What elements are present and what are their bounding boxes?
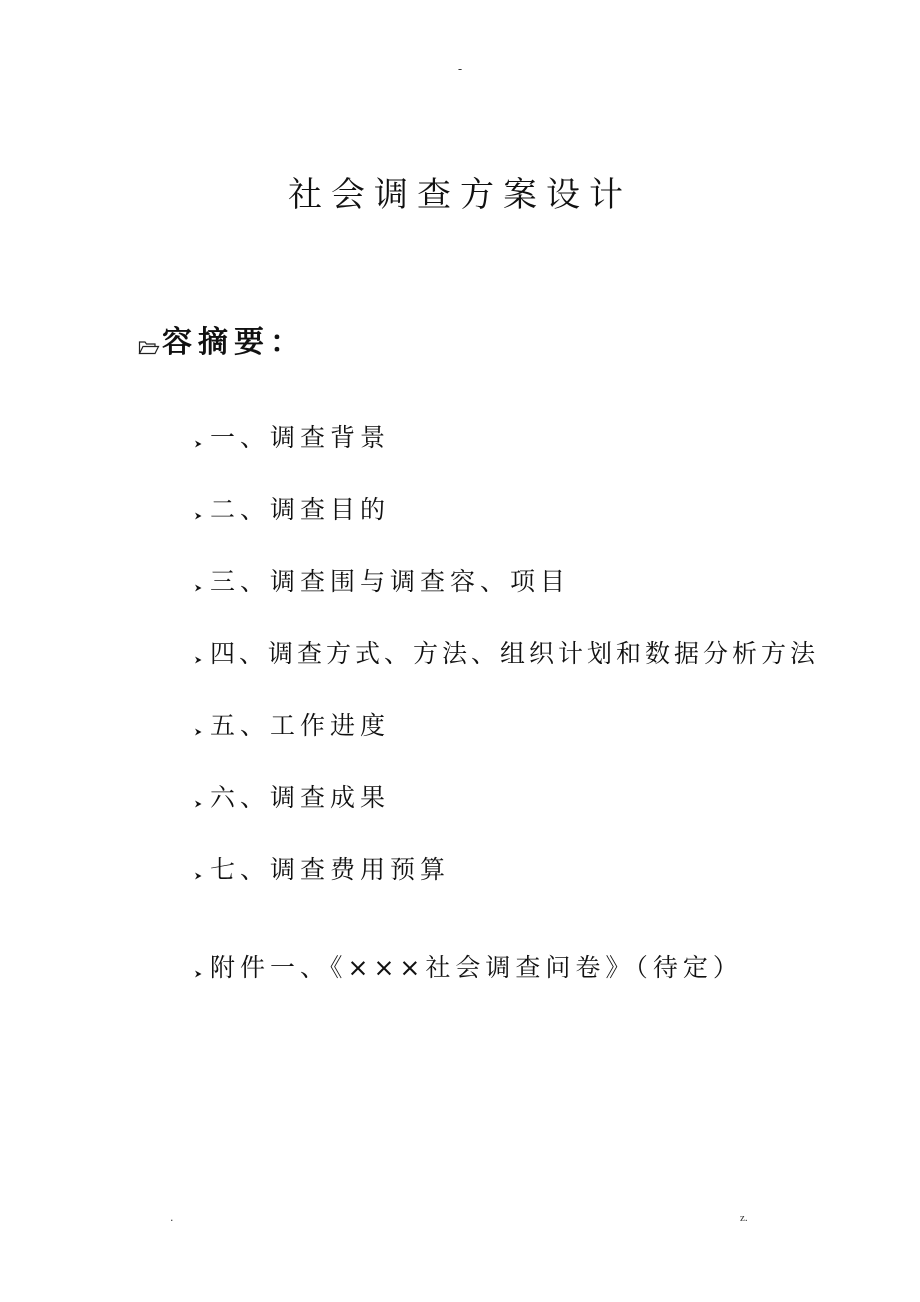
arrow-bullet-icon <box>192 435 204 447</box>
arrow-bullet-icon <box>192 579 204 591</box>
toc-item-label: 四、调查方式、方法、组织计划和数据分析方法 <box>210 639 820 668</box>
toc-item-label: 六、调查成果 <box>210 783 391 812</box>
toc-item-appendix <box>192 948 743 988</box>
arrow-bullet-icon <box>192 651 204 663</box>
toc-item-3 <box>192 562 570 602</box>
arrow-bullet-icon <box>192 867 204 879</box>
toc-item-label: 七、调查费用预算 <box>210 855 451 884</box>
toc-item-label: 附件一、《×××社会调查问卷》（待定） <box>210 953 743 982</box>
toc-item-2 <box>192 490 390 530</box>
toc-item-label: 二、调查目的 <box>210 495 391 524</box>
arrow-bullet-icon <box>192 965 204 977</box>
arrow-bullet-icon <box>192 723 204 735</box>
toc-item-7 <box>192 850 450 890</box>
arrow-bullet-icon <box>192 795 204 807</box>
toc-item-1 <box>192 418 390 458</box>
section-heading <box>138 320 306 366</box>
toc-item-label: 一、调查背景 <box>210 423 391 452</box>
toc-item-5 <box>192 706 390 746</box>
arrow-bullet-icon <box>192 507 204 519</box>
toc-item-label: 五、工作进度 <box>210 711 391 740</box>
page-footer-right: z. <box>740 1212 748 1224</box>
toc-item-label: 三、调查围与调查容、项目 <box>210 567 571 596</box>
folder-icon <box>138 339 160 355</box>
page-footer-left: . <box>170 1211 174 1224</box>
document-title: 社会调查方案设计 <box>288 175 632 215</box>
section-heading-label: 容摘要： <box>162 325 306 360</box>
toc-item-4 <box>192 634 819 674</box>
page-header-mark: - <box>457 62 463 76</box>
toc-item-6 <box>192 778 390 818</box>
